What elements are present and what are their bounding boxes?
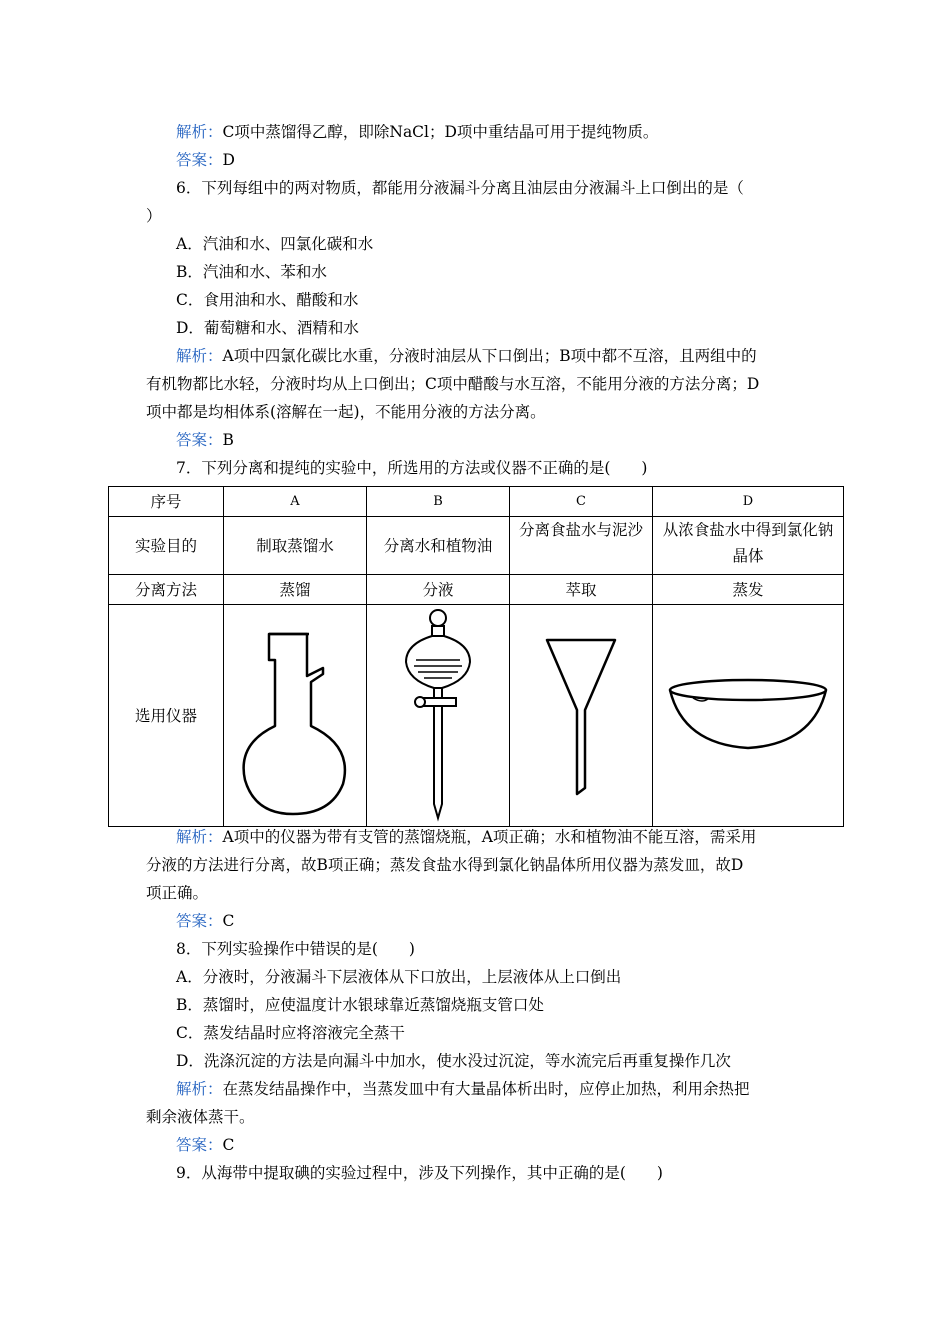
table-cell: 从浓食盐水中得到氯化钠晶体	[653, 517, 844, 575]
answer-label: 答案：	[176, 151, 223, 169]
analysis-line: 项中都是均相体系(溶解在一起)，不能用分液的方法分离。	[146, 403, 546, 421]
q7-analysis	[176, 827, 756, 847]
analysis-text: C项中蒸馏得乙醇，即除NaCl；D项中重结晶可用于提纯物质。	[222, 123, 659, 141]
q8-stem: 8．下列实验操作中错误的是( )	[176, 940, 415, 958]
analysis-line: 分液的方法进行分离，故B项正确；蒸发食盐水得到氯化钠晶体所用仪器为蒸发皿，故D	[146, 856, 744, 874]
q5-analysis	[176, 122, 658, 142]
q6-answer	[176, 430, 234, 450]
row-label: 实验目的	[109, 517, 224, 575]
table-cell	[510, 605, 653, 827]
analysis-label: 解析：	[176, 828, 223, 846]
table-cell: 蒸馏	[224, 575, 367, 605]
q8-answer	[176, 1135, 234, 1155]
analysis-line: 有机物都比水轻，分液时均从上口倒出；C项中醋酸与水互溶，不能用分液的方法分离；D	[146, 375, 760, 393]
q9-stem: 9．从海带中提取碘的实验过程中，涉及下列操作，其中正确的是( )	[176, 1164, 663, 1182]
q8-option-a: A．分液时，分液漏斗下层液体从下口放出，上层液体从上口倒出	[176, 968, 622, 986]
q8-option-d: D．洗涤沉淀的方法是向漏斗中加水，使水没过沉淀，等水流完后再重复操作几次	[176, 1052, 731, 1070]
table-row-instrument	[109, 605, 844, 827]
q6-analysis	[176, 346, 757, 366]
analysis-label: 解析：	[176, 347, 223, 365]
funnel-icon	[541, 636, 621, 796]
table-header-row	[109, 487, 844, 517]
table-cell: 制取蒸馏水	[224, 517, 367, 575]
header-cell: C	[510, 487, 653, 517]
q5-answer	[176, 150, 235, 170]
distilling-flask-icon	[235, 616, 355, 816]
separatory-funnel-icon	[398, 608, 478, 823]
header-cell: D	[653, 487, 844, 517]
table-cell: 萃取	[510, 575, 653, 605]
q6-option-c: C．食用油和水、醋酸和水	[176, 291, 359, 309]
table-cell	[367, 605, 510, 827]
header-cell: 序号	[109, 487, 224, 517]
analysis-label: 解析：	[176, 123, 223, 141]
analysis-line: 剩余液体蒸干。	[146, 1108, 255, 1126]
q7-answer	[176, 911, 234, 931]
q6-stem: 6．下列每组中的两对物质，都能用分液漏斗分离且油层由分液漏斗上口倒出的是（	[176, 179, 744, 197]
answer-value: B	[222, 431, 234, 449]
analysis-line: 项正确。	[146, 884, 209, 902]
analysis-line: A项中的仪器为带有支管的蒸馏烧瓶，A项正确；水和植物油不能互溶，需采用	[222, 828, 757, 846]
table-cell: 分液	[367, 575, 510, 605]
row-label: 分离方法	[109, 575, 224, 605]
q8-analysis	[176, 1079, 750, 1099]
table-row-method	[109, 575, 844, 605]
table-cell	[224, 605, 367, 827]
q6-option-a: A．汽油和水、四氯化碳和水	[176, 235, 374, 253]
q6-option-d: D．葡萄糖和水、酒精和水	[176, 319, 359, 337]
header-cell: B	[367, 487, 510, 517]
q6-option-b: B．汽油和水、苯和水	[176, 263, 327, 281]
q8-option-c: C．蒸发结晶时应将溶液完全蒸干	[176, 1024, 405, 1042]
analysis-label: 解析：	[176, 1080, 223, 1098]
q7-table	[108, 486, 844, 827]
table-cell: 分离食盐水与泥沙	[510, 517, 653, 575]
q6-stem-cont: ）	[146, 207, 162, 225]
row-label: 选用仪器	[109, 605, 224, 827]
table-cell: 蒸发	[653, 575, 844, 605]
answer-value: C	[222, 912, 235, 930]
q8-option-b: B．蒸馏时，应使温度计水银球靠近蒸馏烧瓶支管口处	[176, 996, 544, 1014]
table-cell	[653, 605, 844, 827]
analysis-line: 在蒸发结晶操作中，当蒸发皿中有大量晶体析出时，应停止加热，利用余热把	[222, 1080, 750, 1098]
header-cell: A	[224, 487, 367, 517]
evaporating-dish-icon	[663, 676, 833, 756]
table-row-purpose	[109, 517, 844, 575]
answer-label: 答案：	[176, 1136, 223, 1154]
q7-stem: 7．下列分离和提纯的实验中，所选用的方法或仪器不正确的是( )	[176, 459, 648, 477]
answer-label: 答案：	[176, 912, 223, 930]
analysis-line: A项中四氯化碳比水重，分液时油层从下口倒出；B项中都不互溶，且两组中的	[222, 347, 757, 365]
answer-value: D	[222, 151, 235, 169]
answer-label: 答案：	[176, 431, 223, 449]
answer-value: C	[222, 1136, 235, 1154]
table-cell: 分离水和植物油	[367, 517, 510, 575]
